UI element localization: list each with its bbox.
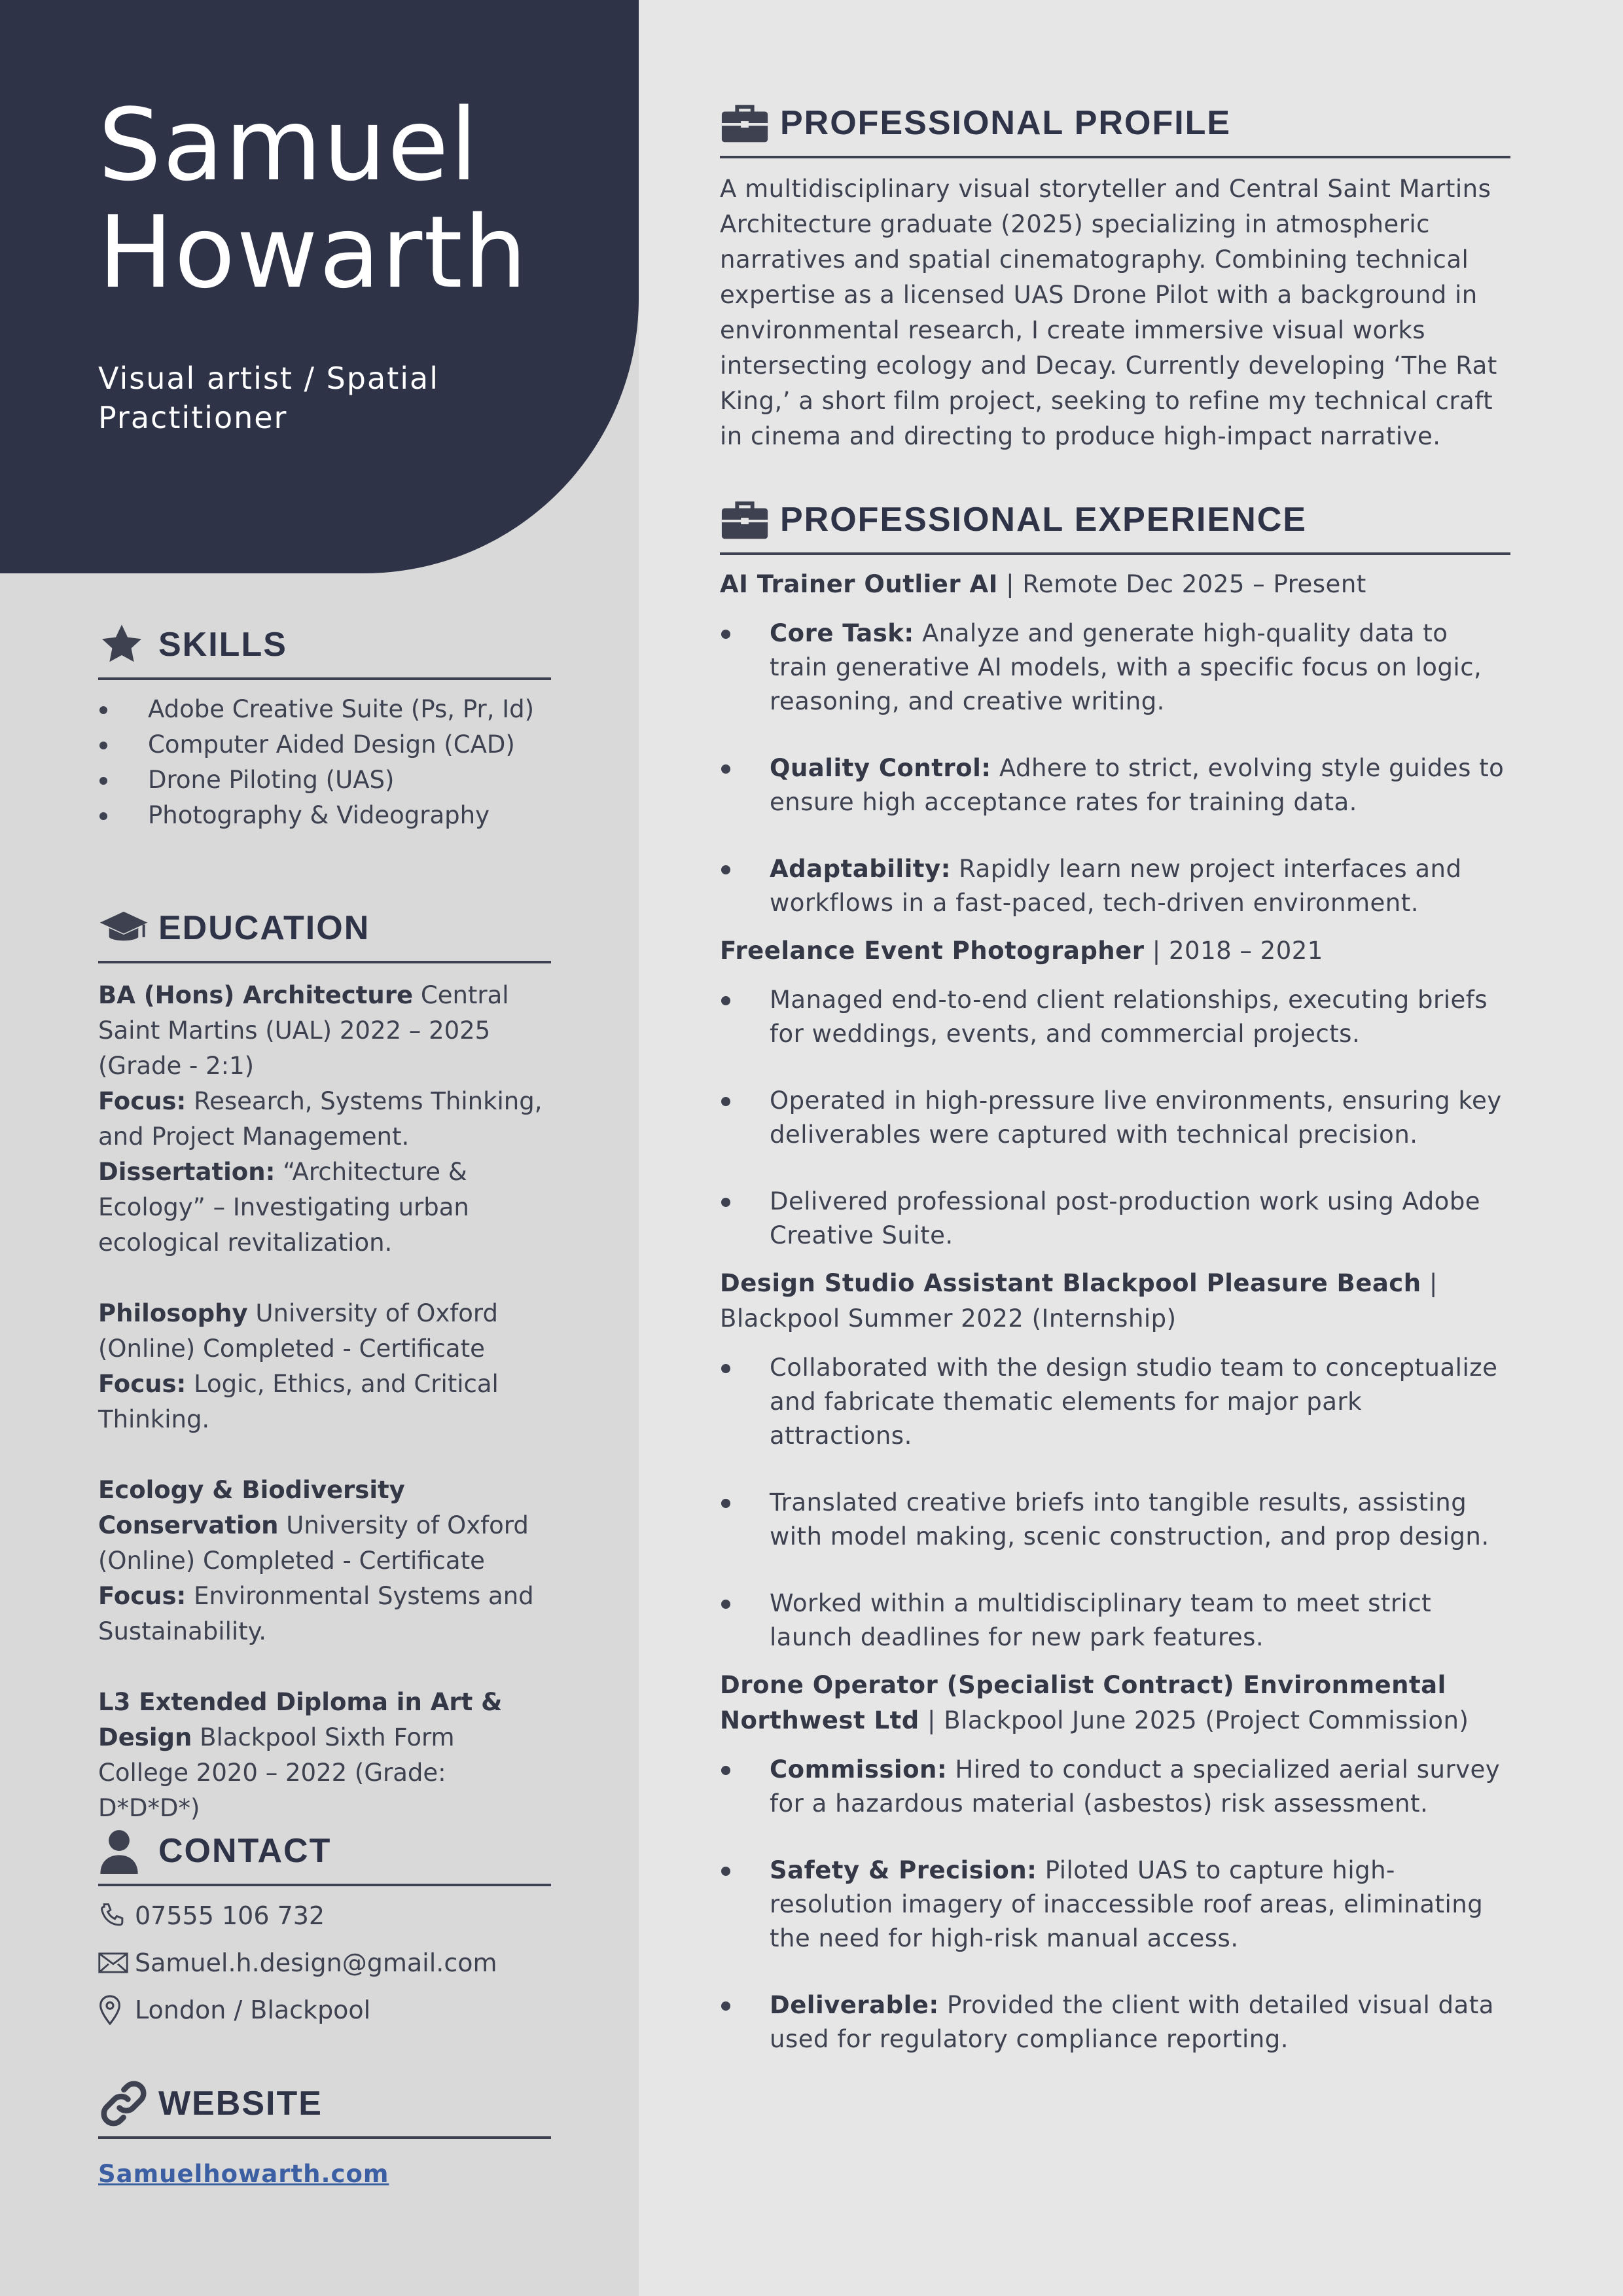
skills-list <box>98 692 551 833</box>
focus-label: Focus: <box>98 1582 187 1610</box>
contact-title: CONTACT <box>158 1832 332 1870</box>
bullet-text: Rapidly learn new project interfaces and workflows in a fast-paced, tech-driven environment. <box>770 855 1462 917</box>
education-entry <box>98 1685 551 1826</box>
bullet-text: Provided the client with detailed visual data used for regulatory compliance reporting. <box>770 1991 1494 2053</box>
experience-section <box>720 493 1510 2070</box>
list-item: Worked within a multidisciplinary team to meet strict launch deadlines for new park features. <box>720 1587 1510 1655</box>
job-bullets <box>720 983 1510 1253</box>
education-heading <box>98 902 551 963</box>
right-column <box>639 0 1623 2296</box>
job-title: AI Trainer Outlier AI <box>720 570 998 598</box>
profile-heading <box>720 97 1510 158</box>
list-item <box>720 1753 1510 1821</box>
job-meta: | Blackpool Summer 2022 (Internship) <box>720 1269 1438 1333</box>
list-item: Drone Piloting (UAS) <box>98 762 551 798</box>
full-name <box>98 87 622 310</box>
degree-details: Blackpool Sixth Form College 2020 – 2022 (Grade: D*D*D*) <box>98 1723 455 1822</box>
list-item <box>720 751 1510 819</box>
last-name: Howarth <box>98 194 529 310</box>
job-role: Visual artist / Spatial Practitioner <box>98 361 439 435</box>
list-item <box>720 1988 1510 2056</box>
degree-name: Ecology & Biodiversity Conservation <box>98 1476 405 1539</box>
email-row[interactable] <box>98 1945 551 1981</box>
briefcase-icon <box>720 100 771 146</box>
education-entry <box>98 978 551 1261</box>
degree-details: University of Oxford (Online) Completed - Certificate <box>98 1299 498 1363</box>
education-title: EDUCATION <box>158 909 370 947</box>
list-item: Adobe Creative Suite (Ps, Pr, Id) <box>98 692 551 727</box>
bullet-label: Deliverable: <box>770 1991 939 2019</box>
star-icon <box>98 622 149 668</box>
degree-name: Philosophy <box>98 1299 248 1327</box>
skills-title: SKILLS <box>158 626 287 664</box>
dissertation-label: Dissertation: <box>98 1158 276 1186</box>
job-heading <box>720 933 1510 969</box>
website-heading <box>98 2077 551 2139</box>
list-item: Translated creative briefs into tangible results, assisting with model making, scenic construction, and prop design. <box>720 1486 1510 1554</box>
job-title: Design Studio Assistant Blackpool Pleasure Beach <box>720 1269 1421 1297</box>
bullet-text: Adhere to strict, evolving style guides to ensure high acceptance rates for training data. <box>770 754 1505 816</box>
briefcase-icon <box>720 497 771 543</box>
skills-section <box>98 619 551 833</box>
website-title: WEBSITE <box>158 2085 323 2123</box>
bullet-label: Quality Control: <box>770 754 991 782</box>
job-meta: | 2018 – 2021 <box>1152 937 1323 965</box>
bullet-label: Core Task: <box>770 619 914 647</box>
profile-summary: A multidisciplinary visual storyteller and Central Saint Martins Architecture graduate (2025) specializing in atmospheric narratives and spatial cinematography. Combining technical expertise as a licensed UAS Drone Pilot with a background in environmental research, I create immersive visual works intersecting ecology and Decay. Currently developing ‘The Rat King,’ a short film project, seeking to refine my technical craft in cinema and directing to produce high-impact narrative. <box>720 175 1497 450</box>
bullet-text: Piloted UAS to capture high-resolution imagery of inaccessible roof areas, eliminating the need for high-risk manual access. <box>770 1856 1484 1952</box>
bullet-text: Hired to conduct a specialized aerial survey for a hazardous material (asbestos) risk assessment. <box>770 1755 1501 1818</box>
experience-heading <box>720 493 1510 555</box>
job-meta: | Remote Dec 2025 – Present <box>1006 570 1366 598</box>
focus-text: Research, Systems Thinking, and Project Management. <box>98 1087 543 1151</box>
list-item: Photography & Videography <box>98 798 551 833</box>
left-column <box>0 0 639 2296</box>
job-bullets <box>720 1753 1510 2056</box>
bullet-label: Safety & Precision: <box>770 1856 1037 1884</box>
graduation-cap-icon <box>98 905 149 951</box>
location-row <box>98 1992 551 2028</box>
phone-number: 07555 106 732 <box>135 1901 325 1930</box>
education-entry <box>98 1296 551 1437</box>
list-item <box>720 617 1510 719</box>
first-name: Samuel <box>98 87 479 203</box>
profile-title: PROFESSIONAL PROFILE <box>780 104 1232 142</box>
list-item <box>720 852 1510 920</box>
dissertation-text: “Architecture & Ecology” – Investigating urban ecological revitalization. <box>98 1158 469 1257</box>
list-item: Managed end-to-end client relationships, executing briefs for weddings, events, and commercial projects. <box>720 983 1510 1051</box>
list-item: Computer Aided Design (CAD) <box>98 727 551 762</box>
focus-label: Focus: <box>98 1087 187 1115</box>
degree-name: BA (Hons) Architecture <box>98 981 414 1009</box>
link-icon <box>98 2081 149 2126</box>
person-icon <box>98 1828 149 1874</box>
job-title: Freelance Event Photographer <box>720 937 1145 965</box>
list-item: Delivered professional post-production work using Adobe Creative Suite. <box>720 1185 1510 1253</box>
degree-details: Central Saint Martins (UAL) 2022 – 2025 (Grade - 2:1) <box>98 981 509 1080</box>
experience-title: PROFESSIONAL EXPERIENCE <box>780 501 1307 539</box>
email-address: Samuel.h.design@gmail.com <box>135 1948 497 1977</box>
location-pin-icon <box>98 1995 135 2025</box>
contact-section <box>98 1825 551 2028</box>
job-heading <box>720 1668 1510 1738</box>
phone-row[interactable] <box>98 1898 551 1933</box>
bullet-label: Adaptability: <box>770 855 951 883</box>
education-section <box>98 902 551 1826</box>
profile-section <box>720 97 1510 454</box>
job-heading <box>720 567 1510 602</box>
bullet-label: Commission: <box>770 1755 948 1784</box>
job-meta: | Blackpool June 2025 (Project Commission) <box>927 1706 1469 1734</box>
degree-details: University of Oxford (Online) Completed - Certificate <box>98 1511 529 1575</box>
job-bullets <box>720 617 1510 920</box>
website-section <box>98 2077 551 2188</box>
education-entry <box>98 1473 551 1649</box>
job-heading <box>720 1266 1510 1336</box>
skills-heading <box>98 619 551 680</box>
name-header <box>0 0 639 573</box>
mail-icon <box>98 1948 135 1978</box>
contact-heading <box>98 1825 551 1886</box>
list-item: Operated in high-pressure live environments, ensuring key deliverables were captured with technical precision. <box>720 1084 1510 1152</box>
job-bullets <box>720 1351 1510 1655</box>
focus-label: Focus: <box>98 1370 187 1398</box>
focus-text: Environmental Systems and Sustainability. <box>98 1582 534 1645</box>
website-link[interactable]: Samuelhowarth.com <box>98 2160 389 2188</box>
list-item <box>720 1854 1510 1956</box>
phone-icon <box>98 1901 135 1931</box>
list-item: Collaborated with the design studio team to conceptualize and fabricate thematic elements for major park attractions. <box>720 1351 1510 1453</box>
job-title: Drone Operator (Specialist Contract) Environmental Northwest Ltd <box>720 1671 1446 1734</box>
bullet-text: Analyze and generate high-quality data to train generative AI models, with a specific focus on logic, reasoning, and creative writing. <box>770 619 1482 715</box>
location-text: London / Blackpool <box>135 1996 371 2024</box>
focus-text: Logic, Ethics, and Critical Thinking. <box>98 1370 499 1433</box>
degree-name: L3 Extended Diploma in Art & Design <box>98 1688 503 1751</box>
